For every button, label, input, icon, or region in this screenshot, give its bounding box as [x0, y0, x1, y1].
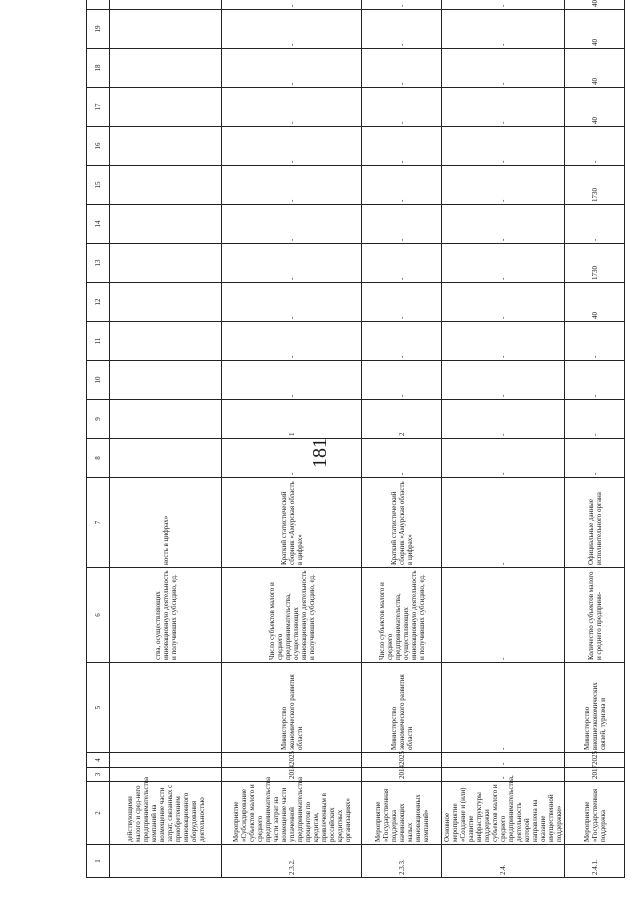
row-indicator-cell: Количество субъектов малого и среднего предприни- — [565, 568, 625, 663]
row-code-cell: 2.4.1. — [565, 845, 625, 878]
row-year-end-cell: 2025 — [565, 753, 625, 768]
row-value-cell: - — [362, 49, 442, 88]
row-name-cell: Мероприятие «Государственная поддержка начинающих малых инновационных компаний» — [362, 782, 442, 845]
row-value-cell: 40 — [565, 88, 625, 127]
row-value-cell: - — [222, 322, 362, 361]
data-table — [86, 0, 625, 878]
row-code-cell: 2.4. — [442, 845, 565, 878]
row-value-cell — [110, 361, 222, 400]
row-year-end-cell: 2025 — [222, 753, 362, 768]
column-header: 5 — [87, 663, 110, 753]
row-value-cell: 1730 — [565, 244, 625, 283]
row-executor-cell: Министерство экономического развития области — [222, 663, 362, 753]
rotated-table-wrapper — [86, 0, 607, 878]
row-year-start-cell: 2014 — [222, 768, 362, 782]
column-header: 2 — [87, 782, 110, 845]
row-value-cell: - — [442, 0, 565, 10]
row-value-cell: - — [222, 127, 362, 166]
row-value-cell — [110, 0, 222, 10]
row-value-cell: - — [565, 361, 625, 400]
row-executor-cell: Министерство экономического развития области — [362, 663, 442, 753]
row-value-cell: - — [362, 361, 442, 400]
row-value-cell — [110, 166, 222, 205]
row-code-cell: 2.3.2. — [222, 845, 362, 878]
row-executor-cell: - — [442, 663, 565, 753]
column-header: 10 — [87, 361, 110, 400]
row-year-end-cell: - — [442, 753, 565, 768]
row-source-cell: ность в цифрах» — [110, 478, 222, 568]
row-value-cell — [110, 400, 222, 439]
table-row — [362, 0, 442, 878]
row-indicator-cell: Число субъектов малого и среднего предпринимательства, осуществляющих инновационную деятельность и получивших субсидию, ед. — [362, 568, 442, 663]
column-header: 19 — [87, 10, 110, 49]
column-header: 9 — [87, 400, 110, 439]
row-value-cell: - — [442, 10, 565, 49]
row-value-cell: - — [222, 166, 362, 205]
row-value-cell: - — [362, 439, 442, 478]
column-header: 17 — [87, 88, 110, 127]
row-source-cell: Официальные данные исполнительного органа — [565, 478, 625, 568]
row-value-cell — [110, 10, 222, 49]
row-value-cell: - — [222, 205, 362, 244]
row-year-start-cell: 2014 — [362, 768, 442, 782]
row-value-cell: - — [565, 205, 625, 244]
row-value-cell: - — [222, 361, 362, 400]
column-header: 6 — [87, 568, 110, 663]
row-value-cell: - — [442, 49, 565, 88]
row-value-cell: - — [442, 205, 565, 244]
column-header: 8 — [87, 439, 110, 478]
column-header — [87, 0, 110, 10]
row-name-cell: Мероприятие «Субсидирование субъектов малого и среднего предпринимательства части затрат на возмещение части уплаченной предпринимательства процентов по кредитам, привлеченным в российских кредитных организациях» — [222, 782, 362, 845]
row-value-cell: 1 — [222, 400, 362, 439]
row-value-cell: - — [362, 244, 442, 283]
row-value-cell: - — [442, 127, 565, 166]
row-value-cell: - — [362, 0, 442, 10]
row-value-cell: 40 — [565, 10, 625, 49]
column-header: 3 — [87, 768, 110, 782]
table-stage — [86, 0, 607, 878]
column-header: 15 — [87, 166, 110, 205]
row-value-cell: - — [442, 400, 565, 439]
column-header: 18 — [87, 49, 110, 88]
row-value-cell: - — [442, 361, 565, 400]
row-value-cell: 1730 — [565, 166, 625, 205]
row-value-cell: 40 — [565, 0, 625, 10]
row-value-cell: - — [442, 439, 565, 478]
row-value-cell — [110, 205, 222, 244]
row-value-cell — [110, 283, 222, 322]
row-value-cell: - — [565, 127, 625, 166]
row-value-cell: - — [565, 322, 625, 361]
row-value-cell — [110, 322, 222, 361]
row-value-cell: - — [442, 322, 565, 361]
row-value-cell: 2 — [362, 400, 442, 439]
row-value-cell: - — [362, 10, 442, 49]
row-value-cell: - — [222, 283, 362, 322]
row-indicator-cell: Число субъектов малого и среднего предпринимательства, осуществляющих инновационную деятельность и получивших субсидию, ед. — [222, 568, 362, 663]
table-row — [442, 0, 565, 878]
row-value-cell — [110, 244, 222, 283]
row-source-cell: - — [442, 478, 565, 568]
row-value-cell — [110, 49, 222, 88]
row-value-cell: - — [362, 322, 442, 361]
row-value-cell: - — [442, 283, 565, 322]
row-value-cell: - — [565, 439, 625, 478]
column-header: 11 — [87, 322, 110, 361]
row-name-cell: Мероприятие «Государственная поддержка — [565, 782, 625, 845]
row-year-start-cell: 2017 — [565, 768, 625, 782]
row-value-cell: - — [362, 88, 442, 127]
table-row — [222, 0, 362, 878]
row-source-cell: Краткий статистический сборник «Амурская область в цифрах» — [362, 478, 442, 568]
column-header: 14 — [87, 205, 110, 244]
row-code-cell: 2.3.3. — [362, 845, 442, 878]
row-year-start-cell: - — [442, 768, 565, 782]
row-value-cell: - — [222, 10, 362, 49]
row-value-cell: - — [222, 0, 362, 10]
row-value-cell: - — [442, 244, 565, 283]
row-value-cell: - — [222, 88, 362, 127]
column-header: 1 — [87, 845, 110, 878]
row-name-cell: Основное мероприятие «Создание и (или) развитие инфраструктуры поддержки субъектов малого и среднего предпринимательства, деятельность которой направлена на оказание имущественной поддержки» — [442, 782, 565, 845]
row-code-cell — [110, 845, 222, 878]
row-value-cell — [110, 439, 222, 478]
row-value-cell: - — [442, 88, 565, 127]
row-executor-cell — [110, 663, 222, 753]
row-indicator-cell: ства, осуществляющих инновационную деятельность и получивших субсидию, ед. — [110, 568, 222, 663]
row-year-end-cell — [110, 753, 222, 768]
row-year-start-cell — [110, 768, 222, 782]
row-value-cell — [110, 88, 222, 127]
row-source-cell: Краткий статистический сборник «Амурская область в цифрах» — [222, 478, 362, 568]
row-value-cell: - — [565, 400, 625, 439]
row-executor-cell: Министерство внешнеэкономических связей, туризма и — [565, 663, 625, 753]
row-indicator-cell: - — [442, 568, 565, 663]
row-value-cell: - — [362, 283, 442, 322]
row-value-cell: - — [222, 439, 362, 478]
page-number: 181 — [309, 438, 331, 468]
column-header: 13 — [87, 244, 110, 283]
row-value-cell: - — [362, 205, 442, 244]
row-value-cell: 40 — [565, 283, 625, 322]
row-value-cell: 40 — [565, 49, 625, 88]
row-value-cell: - — [362, 127, 442, 166]
row-year-end-cell: 2025 — [362, 753, 442, 768]
row-value-cell — [110, 127, 222, 166]
table-row — [565, 0, 625, 878]
column-header: 16 — [87, 127, 110, 166]
row-value-cell: - — [442, 166, 565, 205]
header-row — [87, 0, 110, 878]
table-row — [110, 0, 222, 878]
column-header: 12 — [87, 283, 110, 322]
row-value-cell: - — [222, 244, 362, 283]
row-value-cell: - — [362, 166, 442, 205]
row-name-cell: действующими малого и сред-него предпринимательства компаний на возмещение части затрат, связанных с приобретением инновационного оборудования деятельностью — [110, 782, 222, 845]
column-header: 4 — [87, 753, 110, 768]
column-header: 7 — [87, 478, 110, 568]
row-value-cell: - — [222, 49, 362, 88]
